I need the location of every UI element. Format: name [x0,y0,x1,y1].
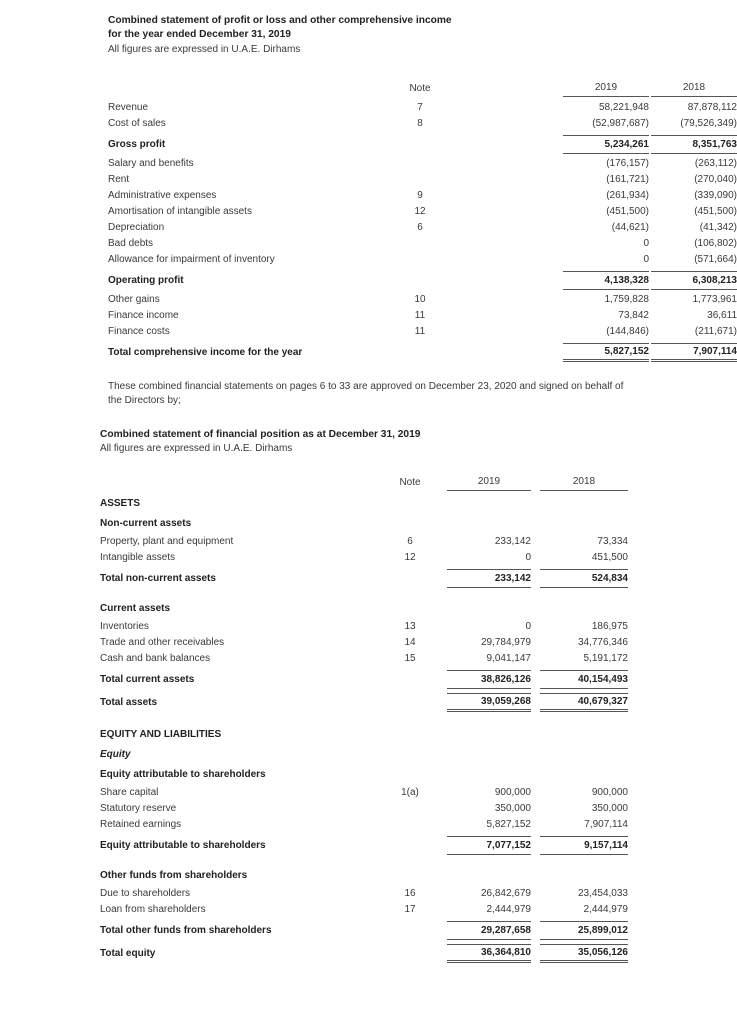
value-2018: (79,526,349) [680,117,737,129]
row-label: Finance income [108,309,179,321]
value-2018: 524,834 [540,569,628,588]
row-label: Total assets [100,697,158,708]
row-note: 16 [404,887,416,899]
total-row [100,836,630,855]
value-2019: 5,234,261 [563,135,649,154]
table-row [108,251,737,267]
value-2018: 8,351,763 [651,135,737,154]
table-row [108,99,737,115]
value-2019: (176,157) [606,157,649,169]
value-2018: (270,040) [694,173,737,185]
row-label: Current assets [100,602,171,614]
row-label: Equity attributable to shareholders [100,768,266,780]
row-note: 8 [417,117,423,129]
row-note: 6 [407,535,413,547]
table-row [108,155,737,171]
row-label: Equity attributable to shareholders [100,840,266,851]
row-label: Total comprehensive income for the year [108,347,303,358]
value-2019: (52,987,687) [592,117,649,129]
value-2019: 29,287,658 [447,921,531,940]
fp-title: Combined statement of financial position as at December 31, 2019 [100,429,421,440]
value-2019: 900,000 [494,786,531,798]
value-2018: 73,334 [597,535,628,547]
row-label: Cash and bank balances [100,652,211,664]
value-2018: (451,500) [694,205,737,217]
row-label: Operating profit [108,275,184,286]
row-label: Other funds from shareholders [100,869,248,881]
table-row [100,549,630,565]
value-2018: 2,444,979 [583,903,628,915]
row-note: 7 [417,101,423,113]
row-label: Retained earnings [100,818,182,830]
fp-subtitle: All figures are expressed in U.A.E. Dirhams [100,443,293,454]
row-label: EQUITY AND LIABILITIES [100,728,222,740]
row-label: Total equity [100,948,156,959]
table-row [108,307,737,323]
section-heading [100,744,630,764]
table-row [100,650,630,666]
year-2019-header: 2019 [563,79,649,97]
row-note: 11 [414,309,426,321]
row-label: ASSETS [100,497,141,509]
row-note: 12 [404,551,416,563]
value-2019: (44,621) [611,221,649,233]
year-2019-header: 2019 [447,473,531,491]
profit-loss-statement [108,79,737,363]
value-2018: 7,907,114 [651,343,737,362]
value-2019: (451,500) [606,205,649,217]
row-label: Total other funds from shareholders [100,925,272,936]
value-2019: 350,000 [494,802,531,814]
row-note: 13 [404,620,416,632]
value-2018: (41,342) [699,221,737,233]
table-row [108,171,737,187]
value-2019: 1,759,828 [604,293,649,305]
value-2018: (106,802) [694,237,737,249]
section-heading [100,724,630,744]
value-2018: 40,679,327 [540,693,628,712]
value-2019: 38,826,126 [447,670,531,689]
value-2019: 73,842 [618,309,649,321]
row-label: Property, plant and equipment [100,535,234,547]
row-label: Loan from shareholders [100,903,206,915]
value-2019: 9,041,147 [486,652,531,664]
value-2019: 233,142 [447,569,531,588]
value-2018: 23,454,033 [577,887,628,899]
financial-position-statement [100,473,630,964]
pl-rows [108,99,737,362]
approval-text: These combined financial statements on pages 6 to 33 are approved on December 23, 2020 and signed on behalf of the Directors by; [108,381,624,406]
value-2019: 4,138,328 [563,271,649,290]
value-2019: 36,364,810 [447,944,531,963]
row-note: 1(a) [401,786,419,798]
value-2019: 26,842,679 [480,887,531,899]
value-2018: 900,000 [591,786,628,798]
value-2019: 0 [525,551,531,563]
row-note: 12 [414,205,426,217]
table-row [100,885,630,901]
row-label: Equity [100,748,131,760]
value-2019: (144,846) [606,325,649,337]
value-2019: 39,059,268 [447,693,531,712]
value-2018: 40,154,493 [540,670,628,689]
row-label: Non-current assets [100,517,192,529]
value-2018: 9,157,114 [540,836,628,855]
table-row [100,634,630,650]
total-row [100,670,630,689]
value-2019: 2,444,979 [486,903,531,915]
value-2019: (261,934) [606,189,649,201]
value-2018: (339,090) [694,189,737,201]
section-heading [100,493,630,513]
row-note: 10 [414,293,426,305]
value-2018: 186,975 [591,620,628,632]
table-row [100,901,630,917]
value-2019: 0 [525,620,531,632]
total-row [100,569,630,588]
pl-title [108,14,452,42]
table-row [100,533,630,549]
row-label: Administrative expenses [108,189,217,201]
section-heading [100,764,630,784]
table-row [108,187,737,203]
value-2018: 87,878,112 [687,101,737,113]
row-label: Allowance for impairment of inventory [108,253,275,265]
value-2018: 36,611 [707,309,737,321]
value-2019: 5,827,152 [563,343,649,362]
section-heading [100,513,630,533]
row-note: 15 [404,652,416,664]
row-label: Revenue [108,101,149,113]
note-header: Note [409,82,431,94]
value-2018: 5,191,172 [583,652,628,664]
table-row [108,235,737,251]
row-note: 11 [414,325,426,337]
fp-rows [100,493,630,963]
row-label: Amortisation of intangible assets [108,205,252,217]
row-label: Cost of sales [108,117,166,129]
fp-column-header [100,473,630,491]
section-heading [100,865,630,885]
row-label: Total current assets [100,674,195,685]
row-label: Rent [108,173,130,185]
row-label: Share capital [100,786,159,798]
value-2019: 233,142 [494,535,531,547]
table-row [100,800,630,816]
value-2019: 0 [643,237,649,249]
value-2018: 7,907,114 [584,818,628,830]
value-2018: 34,776,346 [577,636,628,648]
table-row [108,115,737,131]
value-2018: 6,308,213 [651,271,737,290]
pl-subtitle: All figures are expressed in U.A.E. Dirhams [108,44,301,55]
pl-title-line2: for the year ended December 31, 2019 [108,29,291,40]
value-2019: 58,221,948 [598,101,649,113]
row-label: Trade and other receivables [100,636,225,648]
table-row [108,323,737,339]
total-row [108,343,737,362]
value-2018: 1,773,961 [692,293,737,305]
value-2018: 25,899,012 [540,921,628,940]
year-2018-header: 2018 [540,473,628,491]
table-row [108,291,737,307]
row-label: Intangible assets [100,551,176,563]
total-row [100,944,630,963]
value-2018: 350,000 [591,802,628,814]
value-2018: (211,671) [694,325,737,337]
note-header: Note [399,476,421,488]
section-heading [100,598,630,618]
value-2018: 35,056,126 [540,944,628,963]
row-label: Finance costs [108,325,170,337]
row-label: Gross profit [108,139,166,150]
table-row [100,816,630,832]
row-label: Bad debts [108,237,154,249]
row-label: Total non-current assets [100,573,216,584]
row-label: Depreciation [108,221,165,233]
row-label: Due to shareholders [100,887,191,899]
table-row [108,219,737,235]
table-row [100,618,630,634]
row-note: 6 [417,221,423,233]
year-2018-header: 2018 [651,79,737,97]
pl-title-line1: Combined statement of profit or loss and other comprehensive income [108,15,452,26]
row-label: Statutory reserve [100,802,177,814]
value-2019: 0 [643,253,649,265]
row-label: Salary and benefits [108,157,194,169]
value-2019: 29,784,979 [480,636,531,648]
total-row [108,135,737,154]
value-2018: (263,112) [694,157,737,169]
value-2019: (161,721) [606,173,649,185]
total-row [100,921,630,940]
value-2019: 5,827,152 [486,818,531,830]
table-row [100,784,630,800]
row-label: Inventories [100,620,149,632]
row-note: 14 [404,636,416,648]
total-row [108,271,737,290]
value-2018: 451,500 [591,551,628,563]
row-note: 9 [417,189,423,201]
total-row [100,693,630,712]
table-row [108,203,737,219]
row-label: Other gains [108,293,160,305]
value-2019: 7,077,152 [447,836,531,855]
pl-column-header [108,79,706,97]
row-note: 17 [404,903,416,915]
value-2018: (571,664) [694,253,737,265]
